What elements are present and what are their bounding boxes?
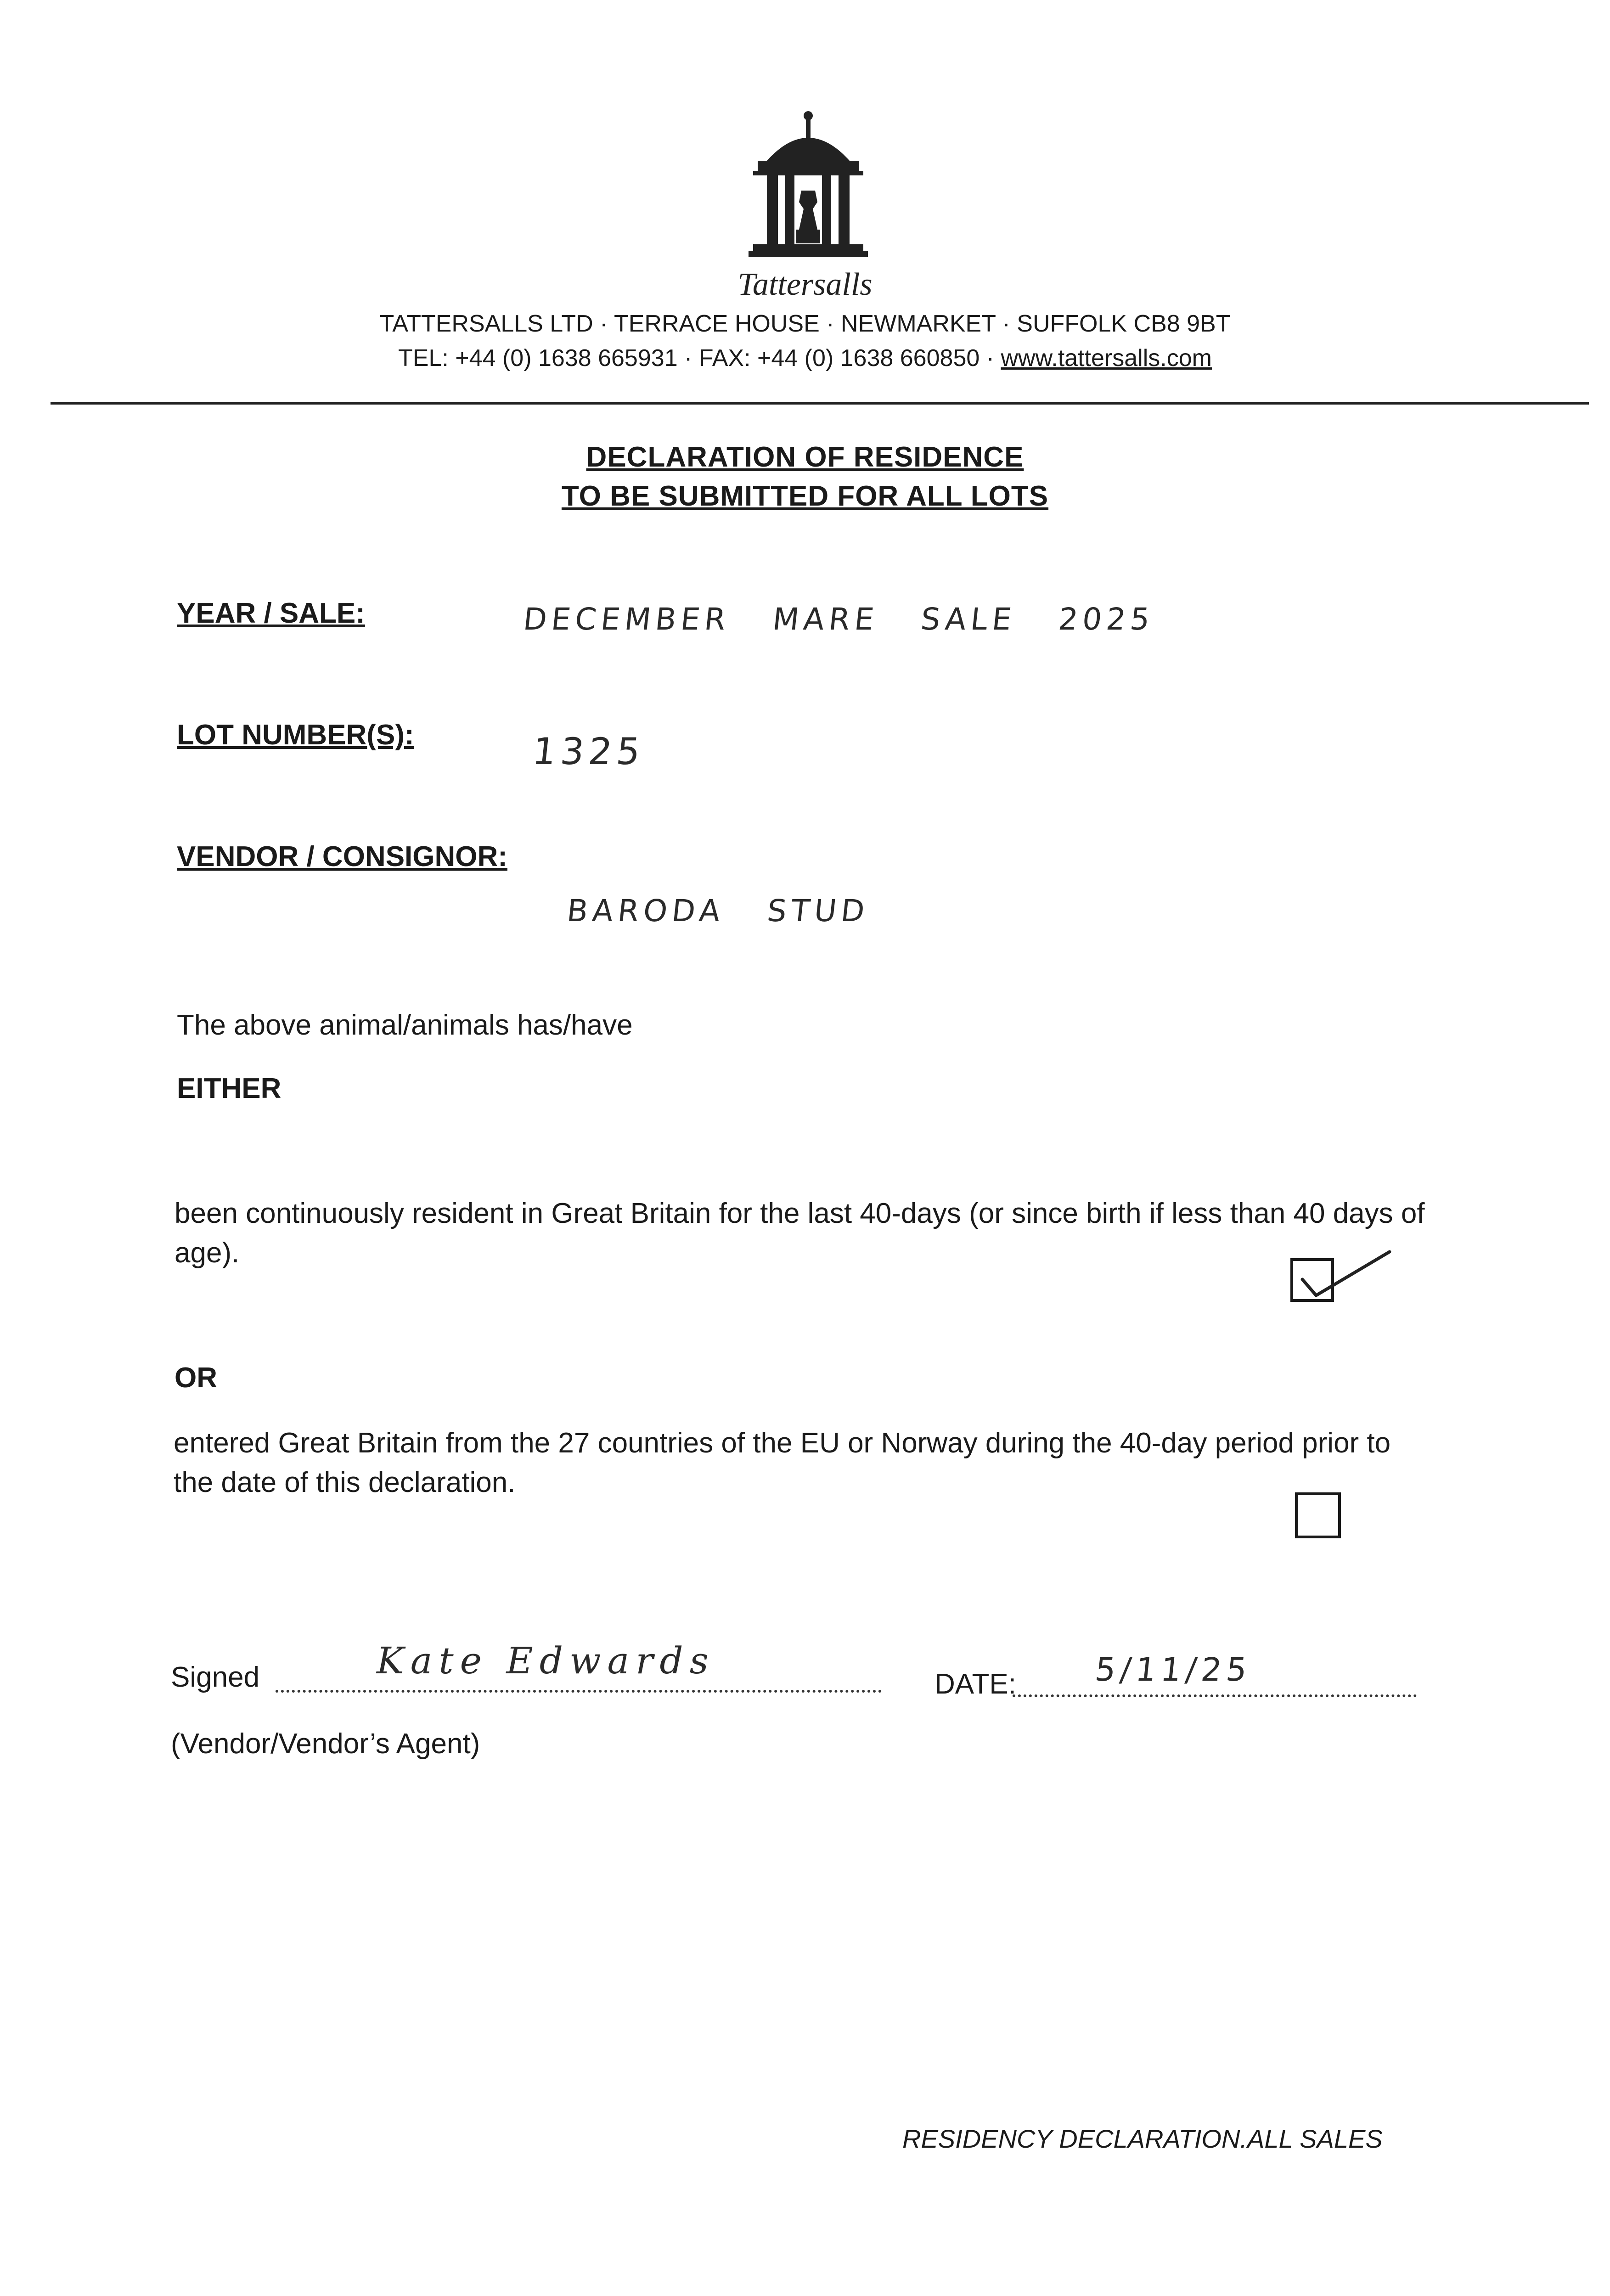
- option-resident-checkbox[interactable]: [1290, 1258, 1334, 1302]
- signature-line: [276, 1690, 882, 1693]
- footer-form-name: RESIDENCY DECLARATION.ALL SALES: [902, 2124, 1383, 2153]
- signed-label: Signed: [171, 1661, 260, 1693]
- phone-fax: TEL: +44 (0) 1638 665931 · FAX: +44 (0) 1638 660850 ·: [398, 345, 1001, 371]
- lot-number-label: LOT NUMBER(S):: [177, 719, 414, 751]
- form-subtitle: TO BE SUBMITTED FOR ALL LOTS: [561, 480, 1049, 512]
- signature[interactable]: Kate Edwards: [377, 1639, 715, 1682]
- form-title: DECLARATION OF RESIDENCE: [586, 441, 1024, 473]
- brand-name: Tattersalls: [737, 267, 873, 302]
- date-label: DATE:: [934, 1668, 1016, 1700]
- signer-role: (Vendor/Vendor’s Agent): [171, 1728, 480, 1760]
- date-value[interactable]: 5/11/25: [1093, 1651, 1254, 1688]
- website-link[interactable]: www.tattersalls.com: [1001, 345, 1212, 371]
- vendor-consignor-label: VENDOR / CONSIGNOR:: [177, 841, 507, 872]
- or-label: OR: [175, 1362, 217, 1394]
- header-divider: [51, 402, 1589, 405]
- option-entered-text: entered Great Britain from the 27 countries of the EU or Norway during the 40-day period prior to the date of this declaration.: [174, 1427, 1391, 1498]
- date-line: [1013, 1694, 1417, 1697]
- option-resident-text: been continuously resident in Great Britain for the last 40-days (or since birth if less than 40 days of age).: [175, 1198, 1425, 1269]
- year-sale-label: YEAR / SALE:: [177, 597, 365, 629]
- checkmark-icon: [1289, 1210, 1408, 1311]
- year-sale-value[interactable]: DECEMBER MARE SALE 2025: [521, 602, 1156, 637]
- vendor-consignor-value[interactable]: BARODA STUD: [565, 893, 871, 929]
- company-address: TATTERSALLS LTD · TERRACE HOUSE · NEWMARKET · SUFFOLK CB8 9BT: [379, 310, 1231, 337]
- contact-line: [0, 344, 1610, 372]
- either-label: EITHER: [177, 1073, 281, 1104]
- option-entered-checkbox[interactable]: [1295, 1492, 1341, 1538]
- intro-statement: The above animal/animals has/have: [177, 1009, 633, 1041]
- tattersalls-logo: [749, 110, 868, 262]
- lot-number-value[interactable]: 1325: [530, 730, 647, 773]
